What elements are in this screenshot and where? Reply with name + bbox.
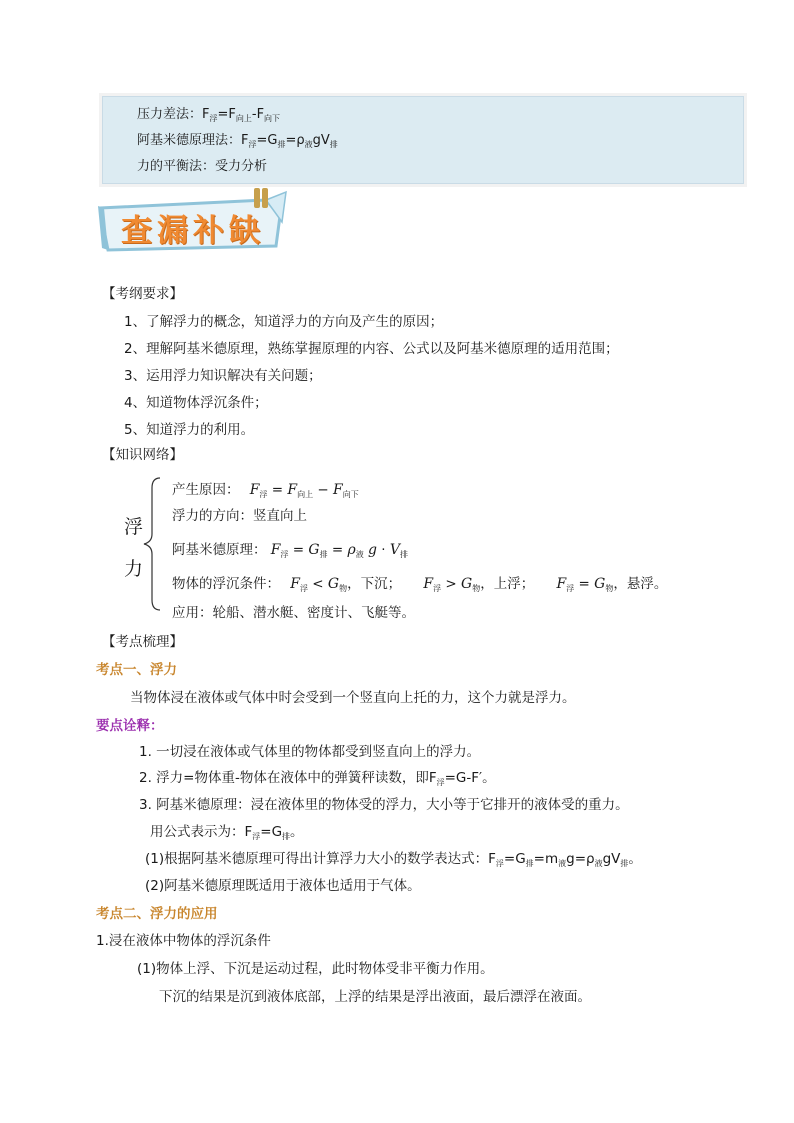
requirement-item: 4、知道物体浮沉条件； — [124, 395, 268, 411]
summary-line-pressure: 压力差法：$F_浮=F_{向上}-F_{向下}$ — [137, 107, 281, 123]
explain-item-2: 2. 浮力=物体重-物体在液体中的弹簧秤读数，即$F_浮=G-F'$。 — [139, 770, 496, 787]
summary-label: 压力差法： — [137, 107, 203, 122]
cause-label: 产生原因： — [172, 482, 240, 498]
network-cause: 产生原因： $F_浮 = F_{向上} - F_{向下}$ — [172, 482, 359, 499]
rise-text: ，上浮； — [480, 576, 535, 592]
points-heading: 【考点梳理】 — [102, 634, 183, 650]
network-root-top: 浮 — [124, 516, 144, 538]
e2-suffix: =G-F′。 — [444, 770, 496, 786]
point2-line-1: 1.浸在液体中物体的浮沉条件 — [96, 933, 271, 949]
explain-item-5: (2)阿基米德原理既适用于液体也适用于气体。 — [145, 878, 421, 894]
e2-prefix: 2. 浮力=物体重-物体在液体中的弹簧秤读数，即F — [139, 770, 437, 786]
requirements-heading: 【考纲要求】 — [102, 286, 183, 302]
summary-box — [102, 96, 744, 184]
network-archimedes: 阿基米德原理： $F_浮 = G_排 = \rho_液$ $g \cdot V_排$ — [172, 542, 409, 559]
e3b-prefix: 用公式表示为：F — [150, 824, 253, 840]
explain-item-3: 3. 阿基米德原理：浸在液体里的物体受的浮力，大小等于它排开的液体受的重力。 — [139, 797, 629, 813]
network-float-conditions: 物体的浮沉条件： $F_浮 < G_物$，下沉； $F_浮 > G_物$，上浮； $F_浮 = G_物$，悬浮。 — [172, 576, 668, 593]
network-heading: 【知识网络】 — [102, 447, 183, 463]
point2-line-3: 下沉的结果是沉到液体底部，上浮的结果是浮出液面，最后漂浮在液面。 — [159, 989, 591, 1005]
sink-text: ，下沉； — [347, 576, 402, 592]
banner-title: 查漏补缺 — [121, 213, 265, 249]
explain-title: 要点诠释： — [96, 718, 164, 734]
network-direction: 浮力的方向：竖直向上 — [172, 508, 307, 524]
summary-line-balance: 力的平衡法：受力分析 — [137, 159, 268, 174]
network-application: 应用：轮船、潜水艇、密度计、飞艇等。 — [172, 605, 415, 621]
network-brace — [140, 476, 164, 612]
point1-text: 当物体浸在液体或气体中时会受到一个竖直向上托的力，这个力就是浮力。 — [130, 690, 576, 706]
archimedes-label: 阿基米德原理： — [172, 542, 267, 558]
e4-prefix: (1)根据阿基米德原理可得出计算浮力大小的数学表达式：F — [145, 851, 496, 867]
point2-title: 考点二、浮力的应用 — [96, 906, 218, 922]
explain-item-3-formula: 用公式表示为：$F_浮=G_排$。 — [150, 824, 304, 841]
network-root-bottom: 力 — [124, 558, 144, 580]
point2-line-2: (1)物体上浮、下沉是运动过程，此时物体受非平衡力作用。 — [137, 961, 494, 977]
summary-line-archimedes: 阿基米德原理法：$F_浮=G_排=\rho_液gV_排$ — [137, 133, 338, 149]
requirement-item: 5、知道浮力的利用。 — [124, 422, 255, 438]
explain-item-1: 1. 一切浸在液体或气体里的物体都受到竖直向上的浮力。 — [139, 744, 481, 760]
e3b-mid: =G — [260, 824, 283, 840]
requirement-item: 2、理解阿基米德原理，熟练掌握原理的内容、公式以及阿基米德原理的适用范围； — [124, 341, 619, 357]
e3b-suffix: 。 — [290, 824, 304, 840]
summary-label: 阿基米德原理法： — [137, 133, 242, 148]
requirement-item: 3、运用浮力知识解决有关问题； — [124, 368, 322, 384]
point1-title: 考点一、浮力 — [96, 662, 177, 678]
float-label: 物体的浮沉条件： — [172, 576, 280, 592]
explain-item-4: (1)根据阿基米德原理可得出计算浮力大小的数学表达式：$F_浮=G_排=m_液g=\rho_液gV_排$。 — [145, 851, 642, 868]
suspend-text: ，悬浮。 — [613, 576, 668, 592]
requirement-item: 1、了解浮力的概念，知道浮力的方向及产生的原因； — [124, 314, 444, 330]
